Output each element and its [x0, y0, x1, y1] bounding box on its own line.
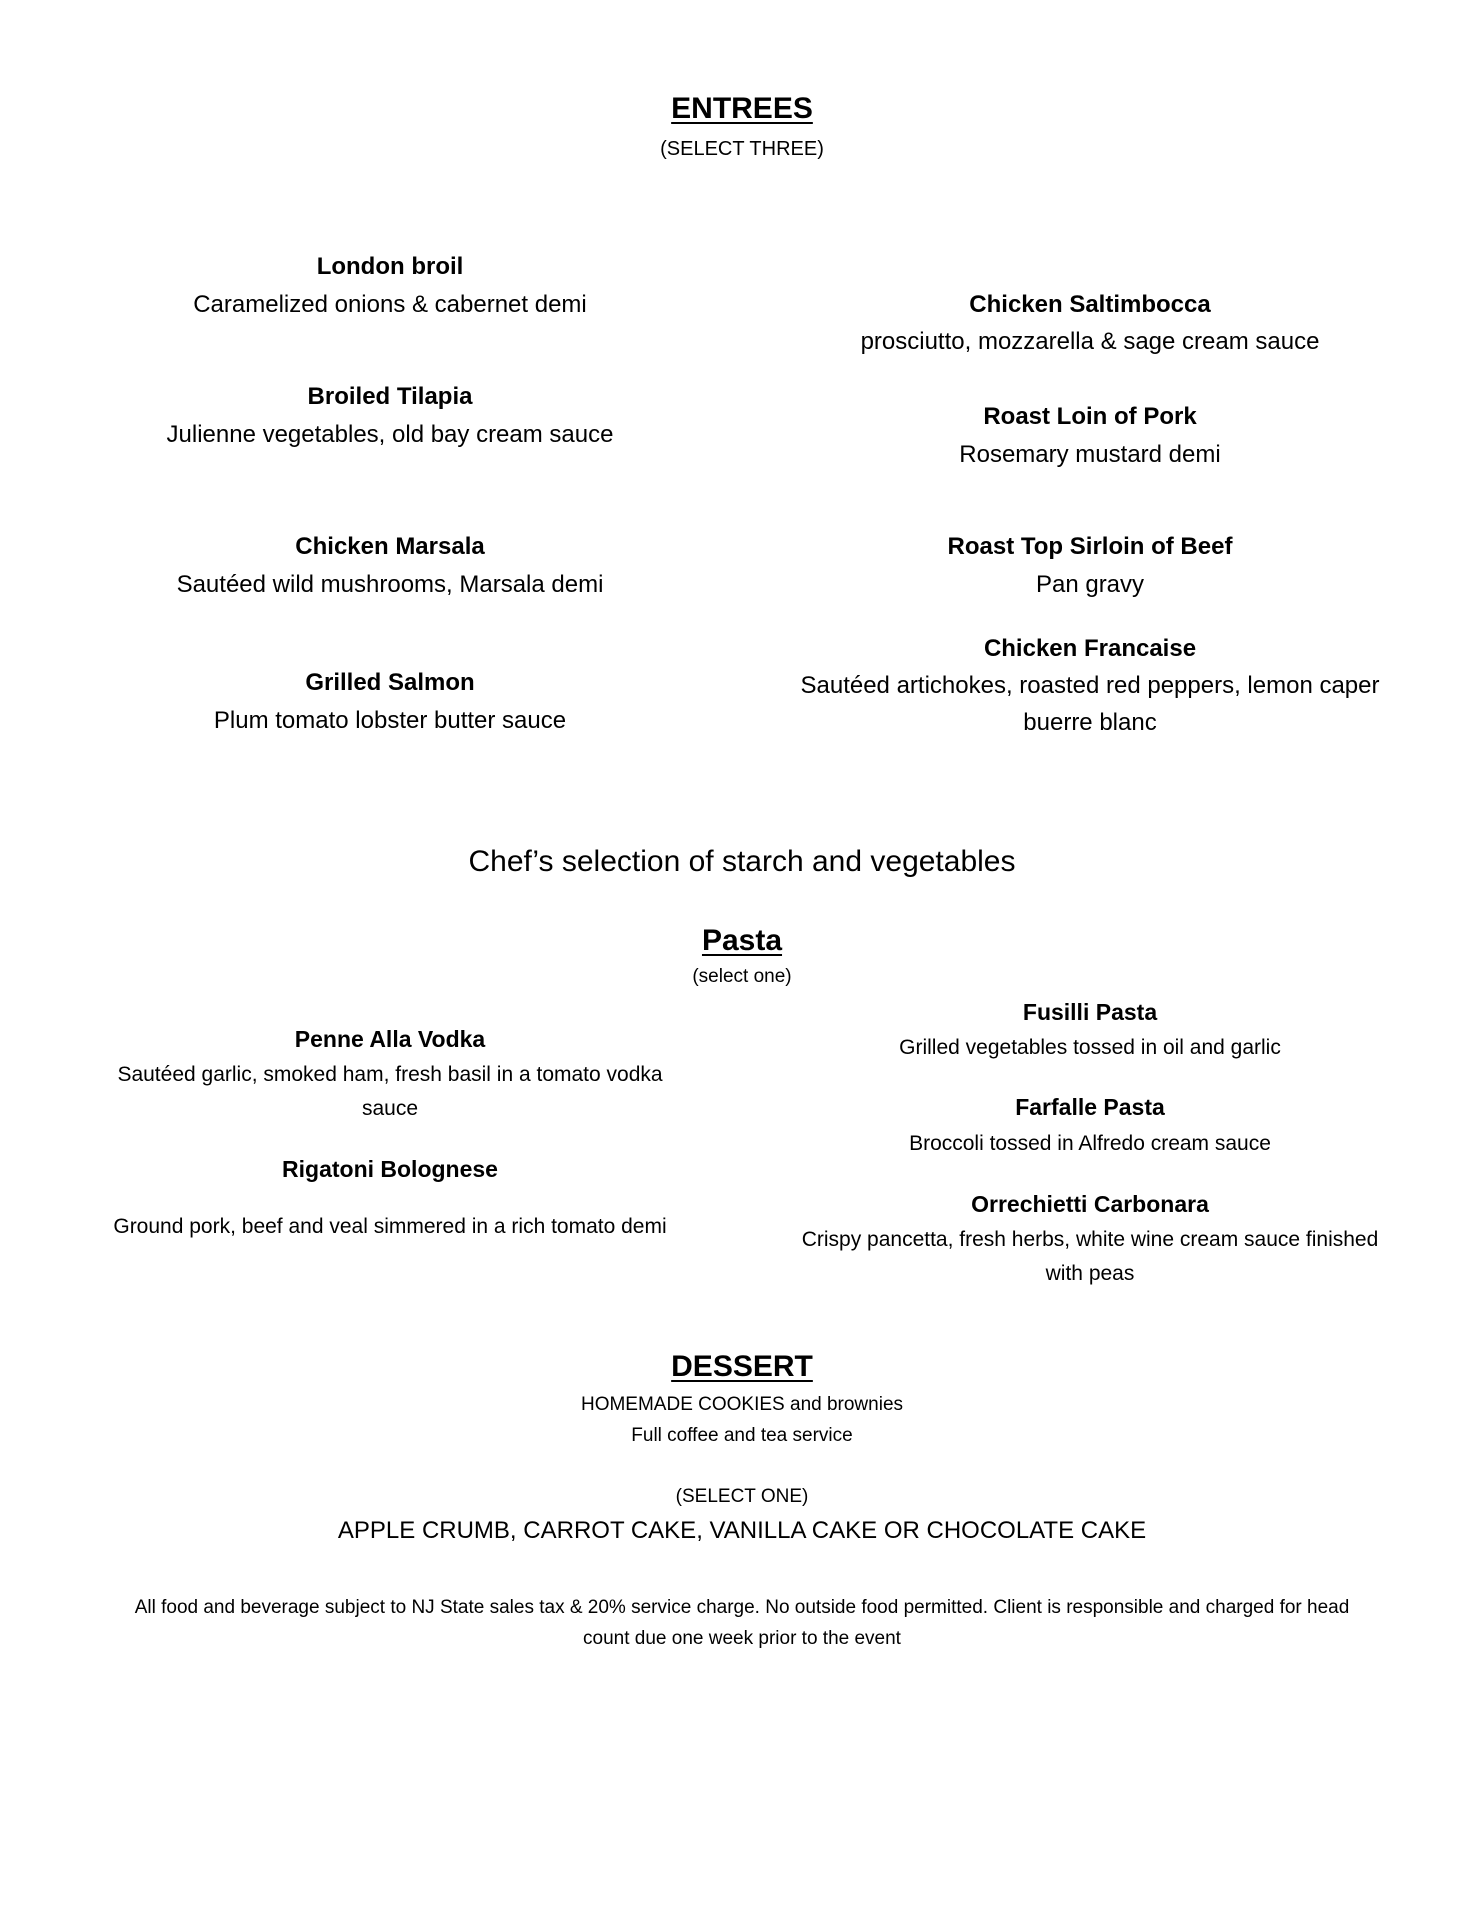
dessert-line: Full coffee and tea service	[631, 1425, 853, 1446]
sides-note: Chef’s selection of starch and vegetables	[468, 845, 1016, 878]
pasta-description: Grilled vegetables tossed in oil and garlic	[899, 1036, 1281, 1059]
entree-name: Chicken Francaise	[983, 635, 1197, 662]
pasta-description: sauce	[361, 1097, 419, 1120]
pasta-description: Crispy pancetta, fresh herbs, white wine cream sauce finished	[801, 1228, 1379, 1251]
pasta-name: Farfalle Pasta	[1015, 1094, 1165, 1120]
dessert-title: DESSERT	[671, 1350, 813, 1383]
entree-description: Caramelized onions & cabernet demi	[193, 291, 587, 318]
entree-name: Roast Loin of Pork	[983, 403, 1197, 430]
pasta-name: Penne Alla Vodka	[294, 1026, 486, 1052]
entree-description: Rosemary mustard demi	[959, 441, 1221, 468]
entree-name: London broil	[316, 253, 464, 280]
entree-name: Broiled Tilapia	[307, 383, 473, 410]
entree-description: Plum tomato lobster butter sauce	[213, 707, 567, 734]
footer-note-line: All food and beverage subject to NJ State sales tax & 20% service charge. No outside food permitted. Client is responsible and charged for head	[134, 1597, 1350, 1618]
dessert-select: (SELECT ONE)	[675, 1486, 809, 1507]
entrees-subtitle: (SELECT THREE)	[660, 138, 824, 160]
pasta-title: Pasta	[701, 924, 783, 957]
entree-description: buerre blanc	[1023, 709, 1157, 736]
dessert-line: HOMEMADE COOKIES and brownies	[580, 1394, 904, 1415]
pasta-description: Sautéed garlic, smoked ham, fresh basil in a tomato vodka	[117, 1063, 663, 1086]
entrees-title: ENTREES	[671, 92, 813, 125]
entree-name: Chicken Saltimbocca	[969, 291, 1211, 318]
entree-description: Julienne vegetables, old bay cream sauce	[166, 421, 614, 448]
entree-name: Grilled Salmon	[305, 669, 475, 696]
entree-description: Pan gravy	[1035, 571, 1145, 598]
entree-description: Sautéed artichokes, roasted red peppers, lemon caper	[800, 672, 1380, 699]
dessert-options: APPLE CRUMB, CARROT CAKE, VANILLA CAKE OR CHOCOLATE CAKE	[337, 1517, 1147, 1544]
pasta-description: with peas	[1045, 1262, 1135, 1285]
footer-note-line: count due one week prior to the event	[583, 1628, 901, 1649]
pasta-description: Ground pork, beef and veal simmered in a rich tomato demi	[113, 1215, 667, 1238]
entree-name: Roast Top Sirloin of Beef	[947, 533, 1233, 560]
footer-note	[0, 1592, 1484, 1654]
pasta-description: Broccoli tossed in Alfredo cream sauce	[909, 1132, 1271, 1155]
pasta-subtitle: (select one)	[692, 966, 792, 987]
pasta-name: Rigatoni Bolognese	[282, 1156, 498, 1182]
pasta-name: Orrechietti Carbonara	[971, 1191, 1209, 1217]
entree-description: prosciutto, mozzarella & sage cream sauce	[860, 328, 1320, 355]
entree-name: Chicken Marsala	[295, 533, 485, 560]
pasta-name: Fusilli Pasta	[1022, 999, 1158, 1025]
entree-description: Sautéed wild mushrooms, Marsala demi	[176, 571, 604, 598]
